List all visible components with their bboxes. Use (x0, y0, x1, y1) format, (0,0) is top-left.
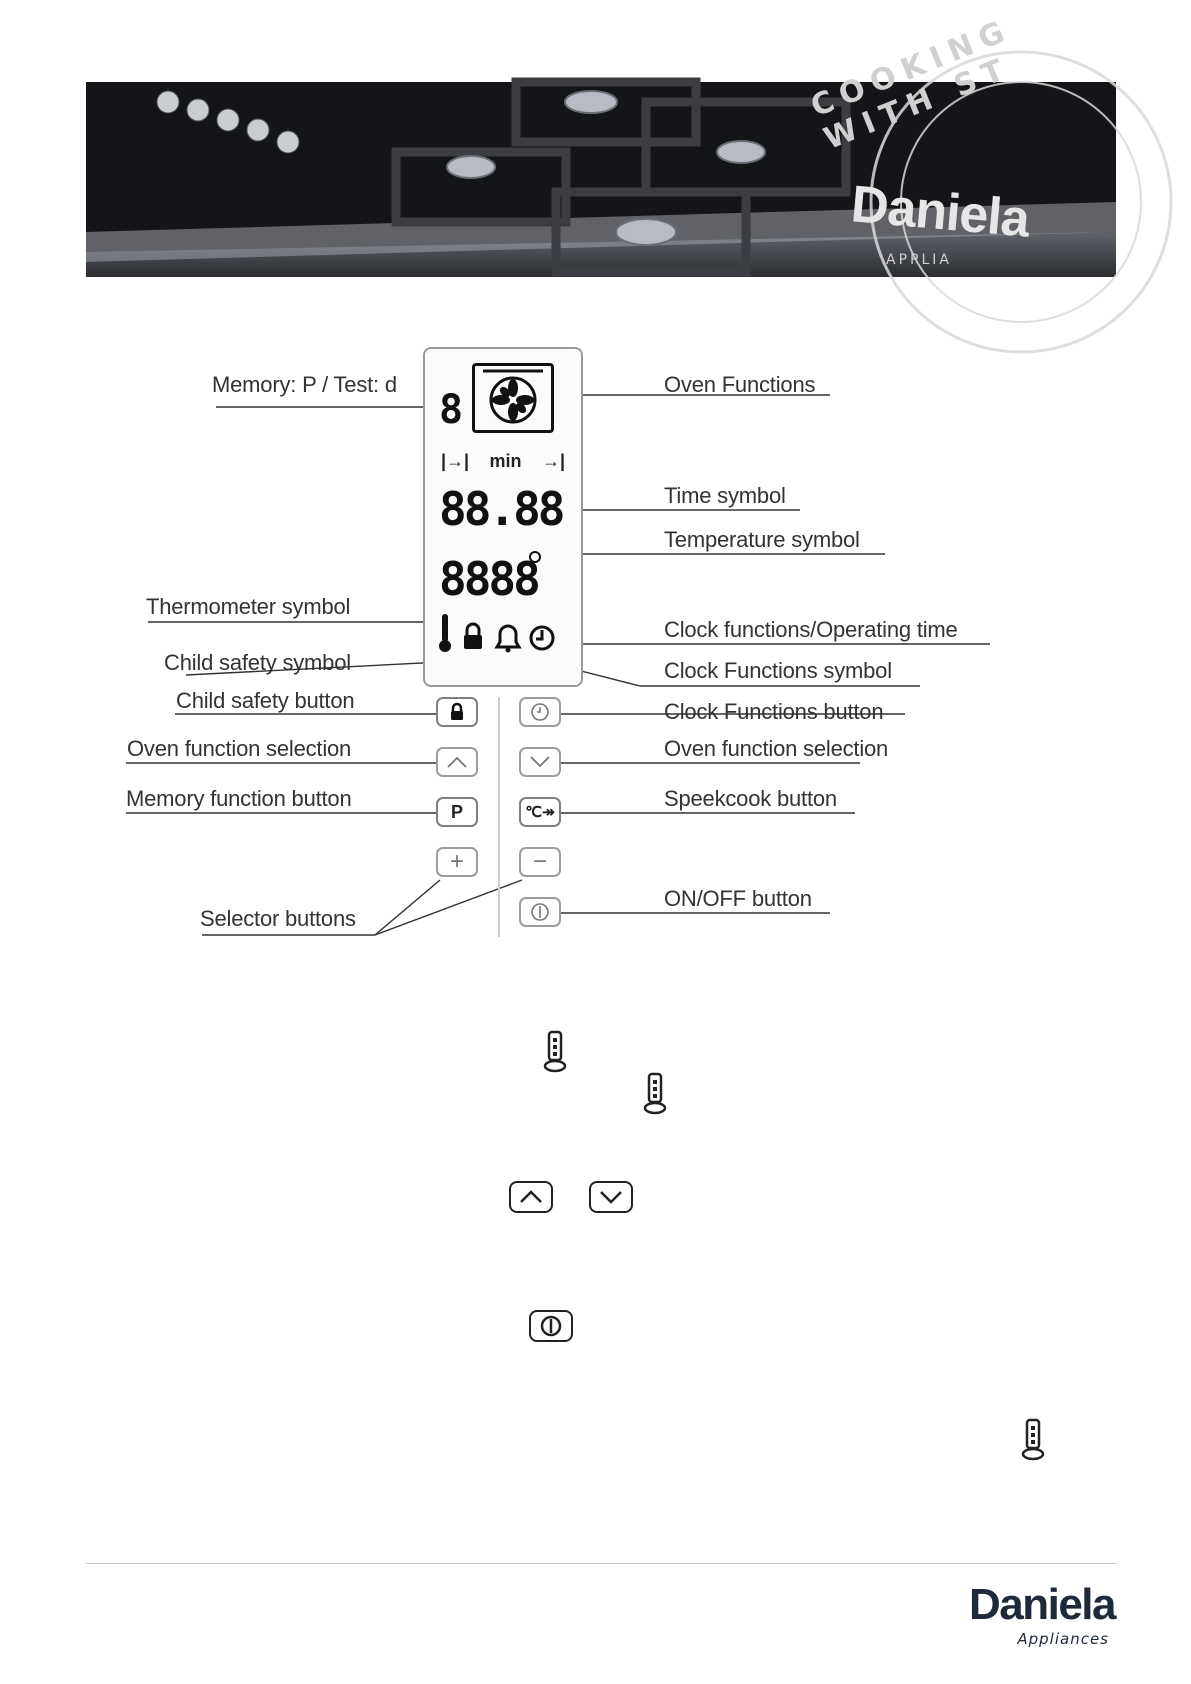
label-oven-function-selection-left: Oven function selection (127, 736, 352, 761)
seal-brand-text: Daniela (848, 175, 1032, 249)
oven-function-up-button[interactable] (436, 747, 478, 777)
footer-logo (940, 1580, 1115, 1650)
logo-wordmark: Daniela (968, 1580, 1115, 1629)
child-lock-icon (464, 624, 482, 649)
plus-button-label: + (449, 848, 464, 875)
thermometer-icon (642, 1072, 668, 1116)
label-speekcook-button: Speekcook button (664, 786, 837, 811)
plus-button[interactable] (436, 847, 478, 877)
label-memory-test: Memory: P / Test: d (212, 372, 397, 397)
thermometer-icon (439, 614, 451, 652)
duration-end-icon: →| (541, 451, 565, 471)
label-time-symbol: Time symbol (664, 483, 786, 508)
time-digits: 88.88 (439, 482, 563, 536)
thermometer-icon (542, 1030, 568, 1074)
label-selector-buttons: Selector buttons (200, 906, 356, 931)
power-icon (529, 901, 551, 923)
thermometer-icon (1020, 1418, 1046, 1462)
oven-function-down-button[interactable] (519, 747, 561, 777)
minus-button-label: − (532, 848, 547, 875)
clock-icon (530, 702, 550, 722)
speedcook-button[interactable] (519, 797, 561, 827)
label-on-off-button: ON/OFF button (664, 886, 812, 911)
minus-button[interactable] (519, 847, 561, 877)
duration-row (441, 451, 565, 472)
chevron-up-icon (445, 755, 469, 769)
chevron-down-icon (528, 755, 552, 769)
label-child-safety-symbol: Child safety symbol (164, 650, 351, 675)
lock-icon (449, 703, 465, 721)
speedcook-button-label: ℃↠ (525, 804, 555, 821)
label-oven-functions: Oven Functions (664, 372, 816, 397)
chevron-up-icon (518, 1189, 544, 1205)
child-safety-button[interactable] (436, 697, 478, 727)
bell-icon (497, 626, 519, 653)
label-temperature-symbol: Temperature symbol (664, 527, 860, 552)
label-oven-function-selection-right: Oven function selection (664, 736, 889, 761)
duration-min-label: min (489, 451, 522, 471)
power-icon (539, 1314, 563, 1338)
lcd-display (423, 347, 583, 687)
label-clock-functions-button: Clock Functions button (664, 699, 884, 724)
duration-start-icon: |→| (441, 451, 470, 471)
seal-ring-text: COOKING WITH ST (806, 12, 1017, 157)
chevron-down-icon (598, 1189, 624, 1205)
button-column-divider (498, 697, 500, 937)
memory-function-button[interactable] (436, 797, 478, 827)
oven-function-fan-icon (472, 363, 554, 433)
status-icons (439, 614, 569, 654)
footer-divider (86, 1563, 1116, 1564)
label-child-safety-button: Child safety button (176, 688, 355, 713)
label-clock-functions-symbol: Clock Functions symbol (664, 658, 892, 683)
down-key-icon (589, 1181, 633, 1213)
power-key-icon (529, 1310, 573, 1342)
temperature-degree-icon (529, 551, 541, 563)
program-digit: 8 (439, 387, 464, 433)
label-memory-function-button: Memory function button (126, 786, 352, 811)
up-key-icon (509, 1181, 553, 1213)
clock-icon (531, 627, 553, 649)
seal-sub-text: APPLIA (886, 252, 952, 268)
clock-functions-button[interactable] (519, 697, 561, 727)
memory-button-label: P (450, 801, 463, 822)
on-off-button[interactable] (519, 897, 561, 927)
label-thermometer-symbol: Thermometer symbol (146, 594, 351, 619)
logo-subtitle: Appliances (1017, 1630, 1109, 1648)
temperature-digits: 8888 (439, 552, 538, 606)
label-clock-functions-operating-time: Clock functions/Operating time (664, 617, 958, 642)
